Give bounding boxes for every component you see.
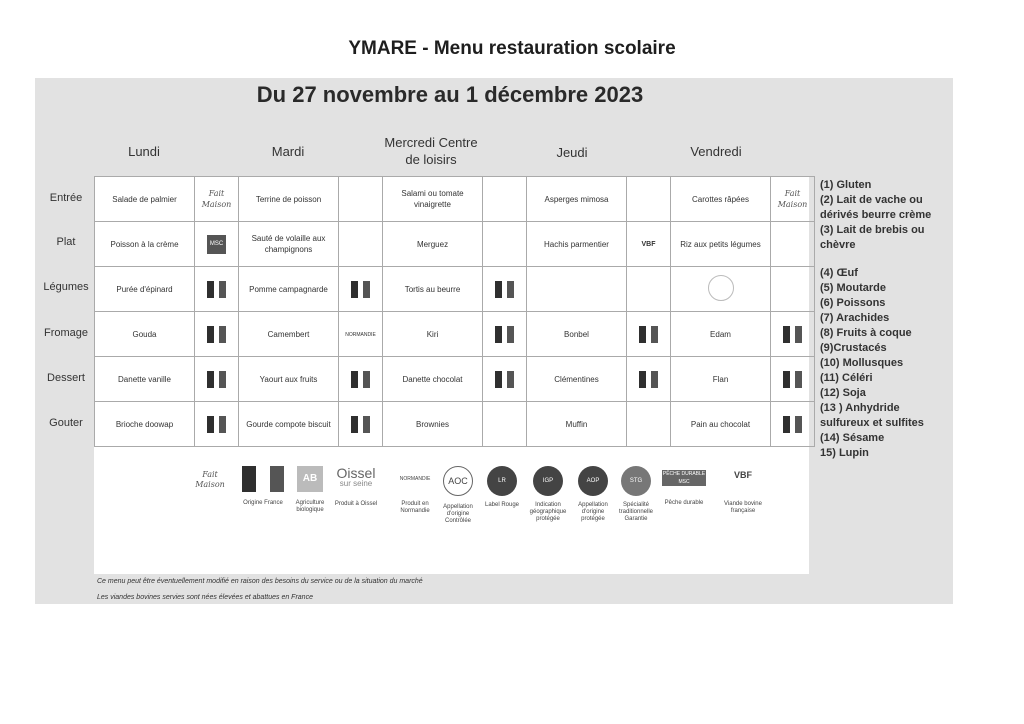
allergen-item: (14) Sésame [820,432,885,444]
allergen-item: (11) Céléri [820,372,873,384]
empty-cell [483,402,527,447]
row-label-fromage: Fromage [43,327,89,339]
origine-france-flag [627,312,671,357]
menu-cell: Camembert [239,312,339,357]
origine-france-flag [195,267,239,312]
menu-cell: Edam [671,312,771,357]
row-dessert [95,357,815,402]
origine-france-flag [339,402,383,447]
menu-cell: Gouda [95,312,195,357]
stg-legend: STG Spécialité traditionnelle Garantie [616,466,656,523]
allergen-item: (7) Arachides [820,312,890,324]
menu-cell: Carottes râpées [671,177,771,222]
allergen-list-top [820,178,950,253]
menu-cell: Pomme campagnarde [239,267,339,312]
day-header-jeudi: Jeudi [556,145,588,160]
menu-cell [527,267,627,312]
allergen-list-bottom [820,266,950,461]
menu-cell [671,267,771,312]
allergen-item: 15) Lupin [820,447,869,459]
date-range: Du 27 novembre au 1 décembre 2023 [256,82,644,107]
menu-cell: Clémentines [527,357,627,402]
empty-cell [771,222,815,267]
label-rouge-legend: LR Label Rouge [482,466,522,509]
allergen-item: (5) Moutarde [820,282,886,294]
origine-france-flag [339,267,383,312]
menu-cell: Danette vanille [95,357,195,402]
origine-france-flag [627,357,671,402]
empty-cell [483,222,527,267]
menu-cell: Kiri [383,312,483,357]
aop-legend: AOP Appellation d'origine protégée [573,466,613,523]
allergen-item: (12) Soja [820,387,866,399]
row-label-entree: Entrée [49,192,83,204]
row-gouter [95,402,815,447]
vbf-logo: VBF [627,222,671,267]
empty-cell [627,402,671,447]
origine-france-flag [771,357,815,402]
menu-cell: Gourde compote biscuit [239,402,339,447]
menu-cell: Danette chocolat [383,357,483,402]
empty-cell [339,177,383,222]
menu-table [94,176,815,447]
row-label-plat: Plat [56,236,76,248]
empty-cell [771,267,815,312]
origine-france-flag [483,357,527,402]
origine-france-flag [339,357,383,402]
menu-cell: Terrine de poisson [239,177,339,222]
allergen-item: (4) Œuf [820,267,858,279]
fait-maison-legend-icon: Fait Maison [195,470,225,489]
empty-cell [339,222,383,267]
menu-cell: Purée d'épinard [95,267,195,312]
menu-cell: Bonbel [527,312,627,357]
agriculture-biologique-legend: AB Agriculture biologique [292,466,328,514]
menu-cell: Flan [671,357,771,402]
footnote-menu: Ce menu peut être éventuellement modifié en raison des besoins du service ou de la situation du marché [97,578,423,585]
row-fromage [95,312,815,357]
allergen-item: (3) Lait de brebis ou chèvre [820,224,925,251]
allergen-item: (13 ) Anhydride sulfureux et sulfites [820,402,924,429]
menu-cell: Merguez [383,222,483,267]
empty-cell [483,177,527,222]
allergen-item: (2) Lait de vache ou dérivés beurre crème [820,194,932,221]
normandie-logo: NORMANDIE [339,312,383,357]
row-plat [95,222,815,267]
menu-cell: Poisson à la crème [95,222,195,267]
menu-cell: Salami ou tomate vinaigrette [383,177,483,222]
allergen-item: (1) Gluten [820,179,872,191]
origine-france-flag [483,267,527,312]
normandie-legend: NORMANDIE Produit en Normandie [399,476,431,514]
menu-cell: Brownies [383,402,483,447]
footnote-viande: Les viandes bovines servies sont nées élevées et abattues en France [97,594,313,601]
menu-cell: Pain au chocolat [671,402,771,447]
row-label-dessert: Dessert [47,372,85,384]
menu-cell: Asperges mimosa [527,177,627,222]
day-header-vendredi: Vendredi [690,144,742,159]
fait-maison-logo: Fait Maison [195,177,239,222]
oissel-legend: Oissel sur seine Produit à Oissel [334,465,378,507]
empty-cell [627,267,671,312]
allergen-item: (9)Crustacés [820,342,887,354]
origine-france-flag [195,312,239,357]
menu-cell: Riz aux petits légumes [671,222,771,267]
origine-france-legend: Origine France [238,466,288,507]
origine-france-flag [195,402,239,447]
origine-france-flag [771,312,815,357]
aoc-legend: AOC Appellation d'origine Contrôlée [438,466,478,525]
msc-logo: MSC [195,222,239,267]
origine-france-flag [483,312,527,357]
day-header-mercredi: Mercredi Centre de loisirs [384,135,478,167]
menu-cell: Tortis au beurre [383,267,483,312]
menu-cell: Salade de palmier [95,177,195,222]
viande-bovine-legend: VBF Viande bovine française [724,470,762,514]
allergen-item: (10) Mollusques [820,357,904,369]
menu-cell: Muffin [527,402,627,447]
menu-cell: Sauté de volaille aux champignons [239,222,339,267]
allergen-item: (8) Fruits à coque [820,327,912,339]
row-entree [95,177,815,222]
row-label-gouter: Gouter [49,417,83,429]
igp-legend: IGP Indication géographique protégée [527,466,569,523]
fait-maison-logo: Fait Maison [771,177,815,222]
peche-durable-legend: PÊCHE DURABLE MSC Pêche durable [662,471,706,506]
page-title: YMARE - Menu restauration scolaire [348,38,676,59]
menu-cell: Hachis parmentier [527,222,627,267]
menu-cell: Brioche doowap [95,402,195,447]
day-header-mardi: Mardi [271,144,305,159]
row-legumes [95,267,815,312]
empty-cell [627,177,671,222]
row-label-legumes: Légumes [43,281,89,293]
origine-france-flag [195,357,239,402]
menu-cell: Yaourt aux fruits [239,357,339,402]
allergen-item: (6) Poissons [820,297,886,309]
day-header-lundi: Lundi [128,144,160,159]
origine-france-flag [771,402,815,447]
